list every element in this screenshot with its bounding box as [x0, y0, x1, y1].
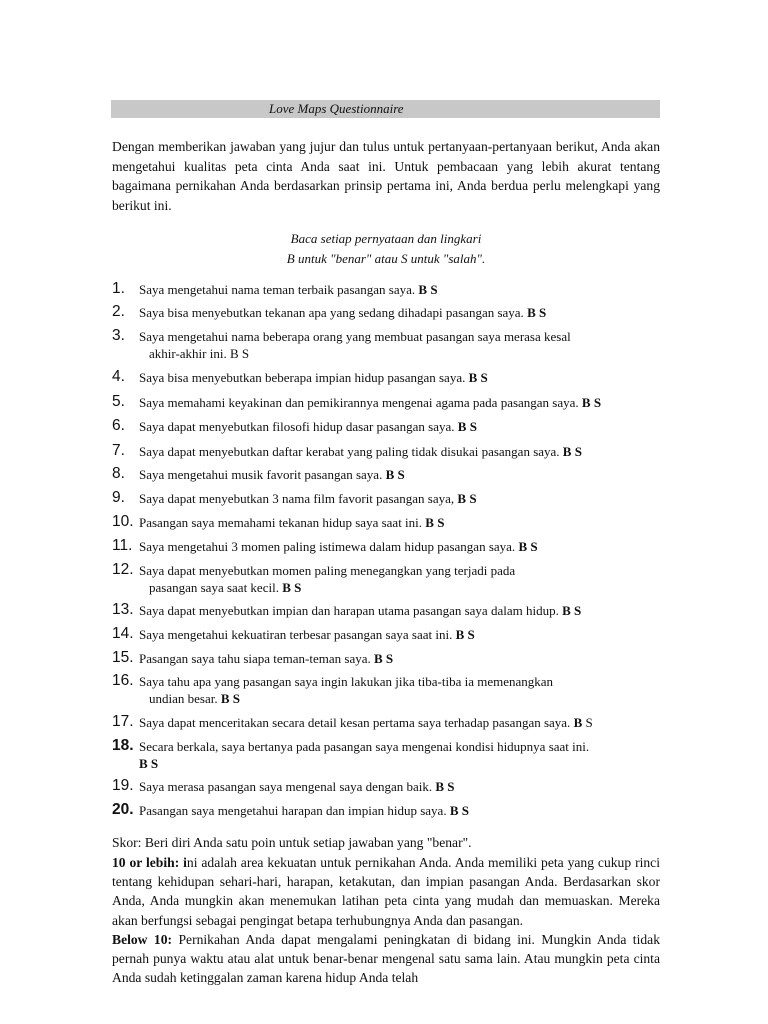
question-item: [112, 304, 660, 321]
question-text: Pasangan saya tahu siapa teman-teman saya.: [139, 651, 371, 667]
question-item: [112, 673, 660, 707]
answer-choices[interactable]: B S: [449, 803, 469, 819]
question-text: Saya dapat menyebutkan impian dan harapan utama pasangan saya dalam hidup.: [139, 603, 559, 619]
answer-choices[interactable]: B S: [468, 370, 488, 386]
instruction-block: [112, 229, 660, 268]
question-number: 19.: [112, 777, 134, 795]
scoring-high: [112, 853, 660, 930]
question-item: [112, 714, 660, 731]
question-number: 5.: [112, 393, 125, 411]
question-number: 11.: [112, 537, 133, 555]
intro-paragraph: Dengan memberikan jawaban yang jujur dan tulus untuk pertanyaan-pertanyaan berikut, Anda akan mengetahui kualitas peta cinta Anda saat ini. Untuk pembacaan yang lebih akurat tentang bagaimana pernikahan Anda berdasarkan prinsip pertama ini, Anda berdua perlu melengkapi yang berikut ini.: [112, 139, 660, 213]
question-text: Saya dapat menceritakan secara detail kesan pertama saya terhadap pasangan saya.: [139, 715, 571, 731]
question-item: [112, 738, 660, 772]
question-number: 1.: [112, 280, 125, 298]
answer-choices[interactable]: B S: [139, 756, 159, 772]
question-text-continued-text: undian besar.: [149, 691, 218, 707]
question-text: Saya mengetahui kekuatiran terbesar pasangan saya saat ini.: [139, 627, 453, 643]
question-text: Saya mengetahui musik favorit pasangan saya.: [139, 467, 383, 483]
question-number: 14.: [112, 625, 134, 643]
question-item: [112, 538, 660, 555]
answer-choices[interactable]: B S: [457, 491, 477, 507]
answer-choices[interactable]: B S: [418, 282, 438, 298]
question-item: [112, 602, 660, 619]
answer-choices[interactable]: B S: [562, 603, 582, 619]
scoring-intro: Skor: Beri diri Anda satu poin untuk setiap jawaban yang "benar".: [112, 835, 472, 851]
question-text: Pasangan saya mengetahui harapan dan impian hidup saya.: [139, 803, 447, 819]
question-text-continued: [139, 579, 660, 596]
question-item: [112, 443, 660, 460]
questions-list: [112, 281, 660, 819]
question-item: [112, 281, 660, 298]
question-number: 18.: [112, 737, 134, 755]
scoring-low: [112, 930, 660, 988]
question-number: 20.: [112, 801, 134, 819]
question-item: [112, 626, 660, 643]
question-item: [112, 369, 660, 386]
question-number: 15.: [112, 649, 134, 667]
answer-choices[interactable]: B S: [425, 515, 445, 531]
answer-choices[interactable]: B S: [385, 467, 405, 483]
question-text: Saya tahu apa yang pasangan saya ingin lakukan jika tiba-tiba ia memenangkan: [139, 674, 554, 690]
instruction-line-2: B untuk "benar" atau S untuk "salah".: [286, 250, 486, 266]
question-item: [112, 778, 660, 795]
question-number: 17.: [112, 713, 134, 731]
question-number: 10.: [112, 513, 134, 531]
answer-choices[interactable]: B S: [457, 419, 477, 435]
question-text: Saya merasa pasangan saya mengenal saya dengan baik.: [139, 779, 433, 795]
answer-choices[interactable]: B S: [527, 305, 547, 321]
scoring-high-text: ni adalah area kekuatan untuk pernikahan Anda. Anda memiliki peta yang cukup rinci tentang kehidupan sehari-hari, harapan, ketakutan, dan impian pasangan Anda. Berdasarkan skor Anda, Anda mungkin akan menemukan latihan peta cinta yang mudah dan memuaskan. Mereka akan berfungsi sebagai pengingat betapa terhubungnya Anda dan pasangan.: [112, 854, 660, 928]
question-number: 8.: [112, 465, 125, 483]
question-text: Secara berkala, saya bertanya pada pasangan saya mengenai kondisi hidupnya saat ini.: [139, 739, 590, 755]
scoring-section: [112, 833, 660, 987]
document-title: Love Maps Questionnaire: [111, 100, 660, 118]
question-text: Saya dapat menyebutkan 3 nama film favorit pasangan saya,: [139, 491, 455, 507]
question-text: Saya mengetahui 3 momen paling istimewa dalam hidup pasangan saya.: [139, 539, 516, 555]
answer-choices[interactable]: B S: [518, 539, 538, 555]
question-item: [112, 802, 660, 819]
question-item: [112, 394, 660, 411]
question-number: 12.: [112, 561, 134, 579]
scoring-low-label: Below 10:: [112, 931, 173, 947]
question-text: Pasangan saya memahami tekanan hidup saya saat ini.: [139, 515, 423, 531]
scoring-high-label: 10 or lebih:: [112, 854, 180, 870]
question-text-continued: [139, 345, 660, 362]
question-number: 4.: [112, 368, 125, 386]
answer-s[interactable]: S: [582, 715, 593, 731]
question-number: 16.: [112, 672, 134, 690]
question-text-continued: [139, 690, 660, 707]
question-text-continued-text: pasangan saya saat kecil.: [149, 580, 279, 596]
question-number: 3.: [112, 327, 125, 345]
answer-choices[interactable]: B S: [581, 395, 602, 411]
scoring-low-text: Pernikahan Anda dapat mengalami peningkatan di bidang ini. Mungkin Anda tidak pernah punya waktu atau alat untuk benar-benar mengenal satu sama lain. Atau mungkin peta cinta Anda sudah ketinggalan zaman karena hidup Anda telah: [112, 931, 660, 986]
answer-choices[interactable]: B S: [220, 691, 240, 707]
scoring-high-prefix: i: [179, 854, 187, 870]
question-item: [112, 328, 660, 362]
question-text: Saya dapat menyebutkan momen paling menegangkan yang terjadi pada: [139, 563, 516, 579]
question-number: 13.: [112, 601, 134, 619]
question-item: [112, 562, 660, 596]
question-number: 9.: [112, 489, 125, 507]
question-number: 7.: [112, 442, 125, 460]
answer-choices[interactable]: B S: [562, 444, 582, 460]
question-text-continued-text: akhir-akhir ini. B S: [149, 346, 250, 362]
answer-choices[interactable]: [574, 715, 593, 730]
question-text: Saya mengetahui nama teman terbaik pasangan saya.: [139, 282, 416, 298]
question-item: [112, 650, 660, 667]
question-number: 2.: [112, 303, 125, 321]
question-text: Saya mengetahui nama beberapa orang yang membuat pasangan saya merasa kesal: [139, 329, 571, 345]
question-text: Saya bisa menyebutkan tekanan apa yang sedang dihadapi pasangan saya.: [139, 305, 524, 321]
answer-b[interactable]: B: [573, 715, 583, 731]
document-page: [112, 100, 660, 988]
question-text: Saya bisa menyebutkan beberapa impian hidup pasangan saya.: [139, 370, 466, 386]
question-text: Saya dapat menyebutkan daftar kerabat yang paling tidak disukai pasangan saya.: [139, 444, 560, 460]
question-item: [112, 490, 660, 507]
answer-choices[interactable]: B S: [374, 651, 394, 667]
instruction-line-1: Baca setiap pernyataan dan lingkari: [290, 231, 482, 247]
answer-choices[interactable]: B S: [282, 580, 302, 596]
question-item: [112, 466, 660, 483]
question-number: 6.: [112, 417, 125, 435]
question-text: Saya dapat menyebutkan filosofi hidup dasar pasangan saya.: [139, 419, 455, 435]
question-item: [112, 418, 660, 435]
question-item: [112, 514, 660, 531]
answer-choices[interactable]: B S: [455, 627, 475, 643]
question-text: Saya memahami keyakinan dan pemikirannya mengenai agama pada pasangan saya.: [139, 395, 579, 411]
answer-choices[interactable]: B S: [435, 779, 455, 795]
